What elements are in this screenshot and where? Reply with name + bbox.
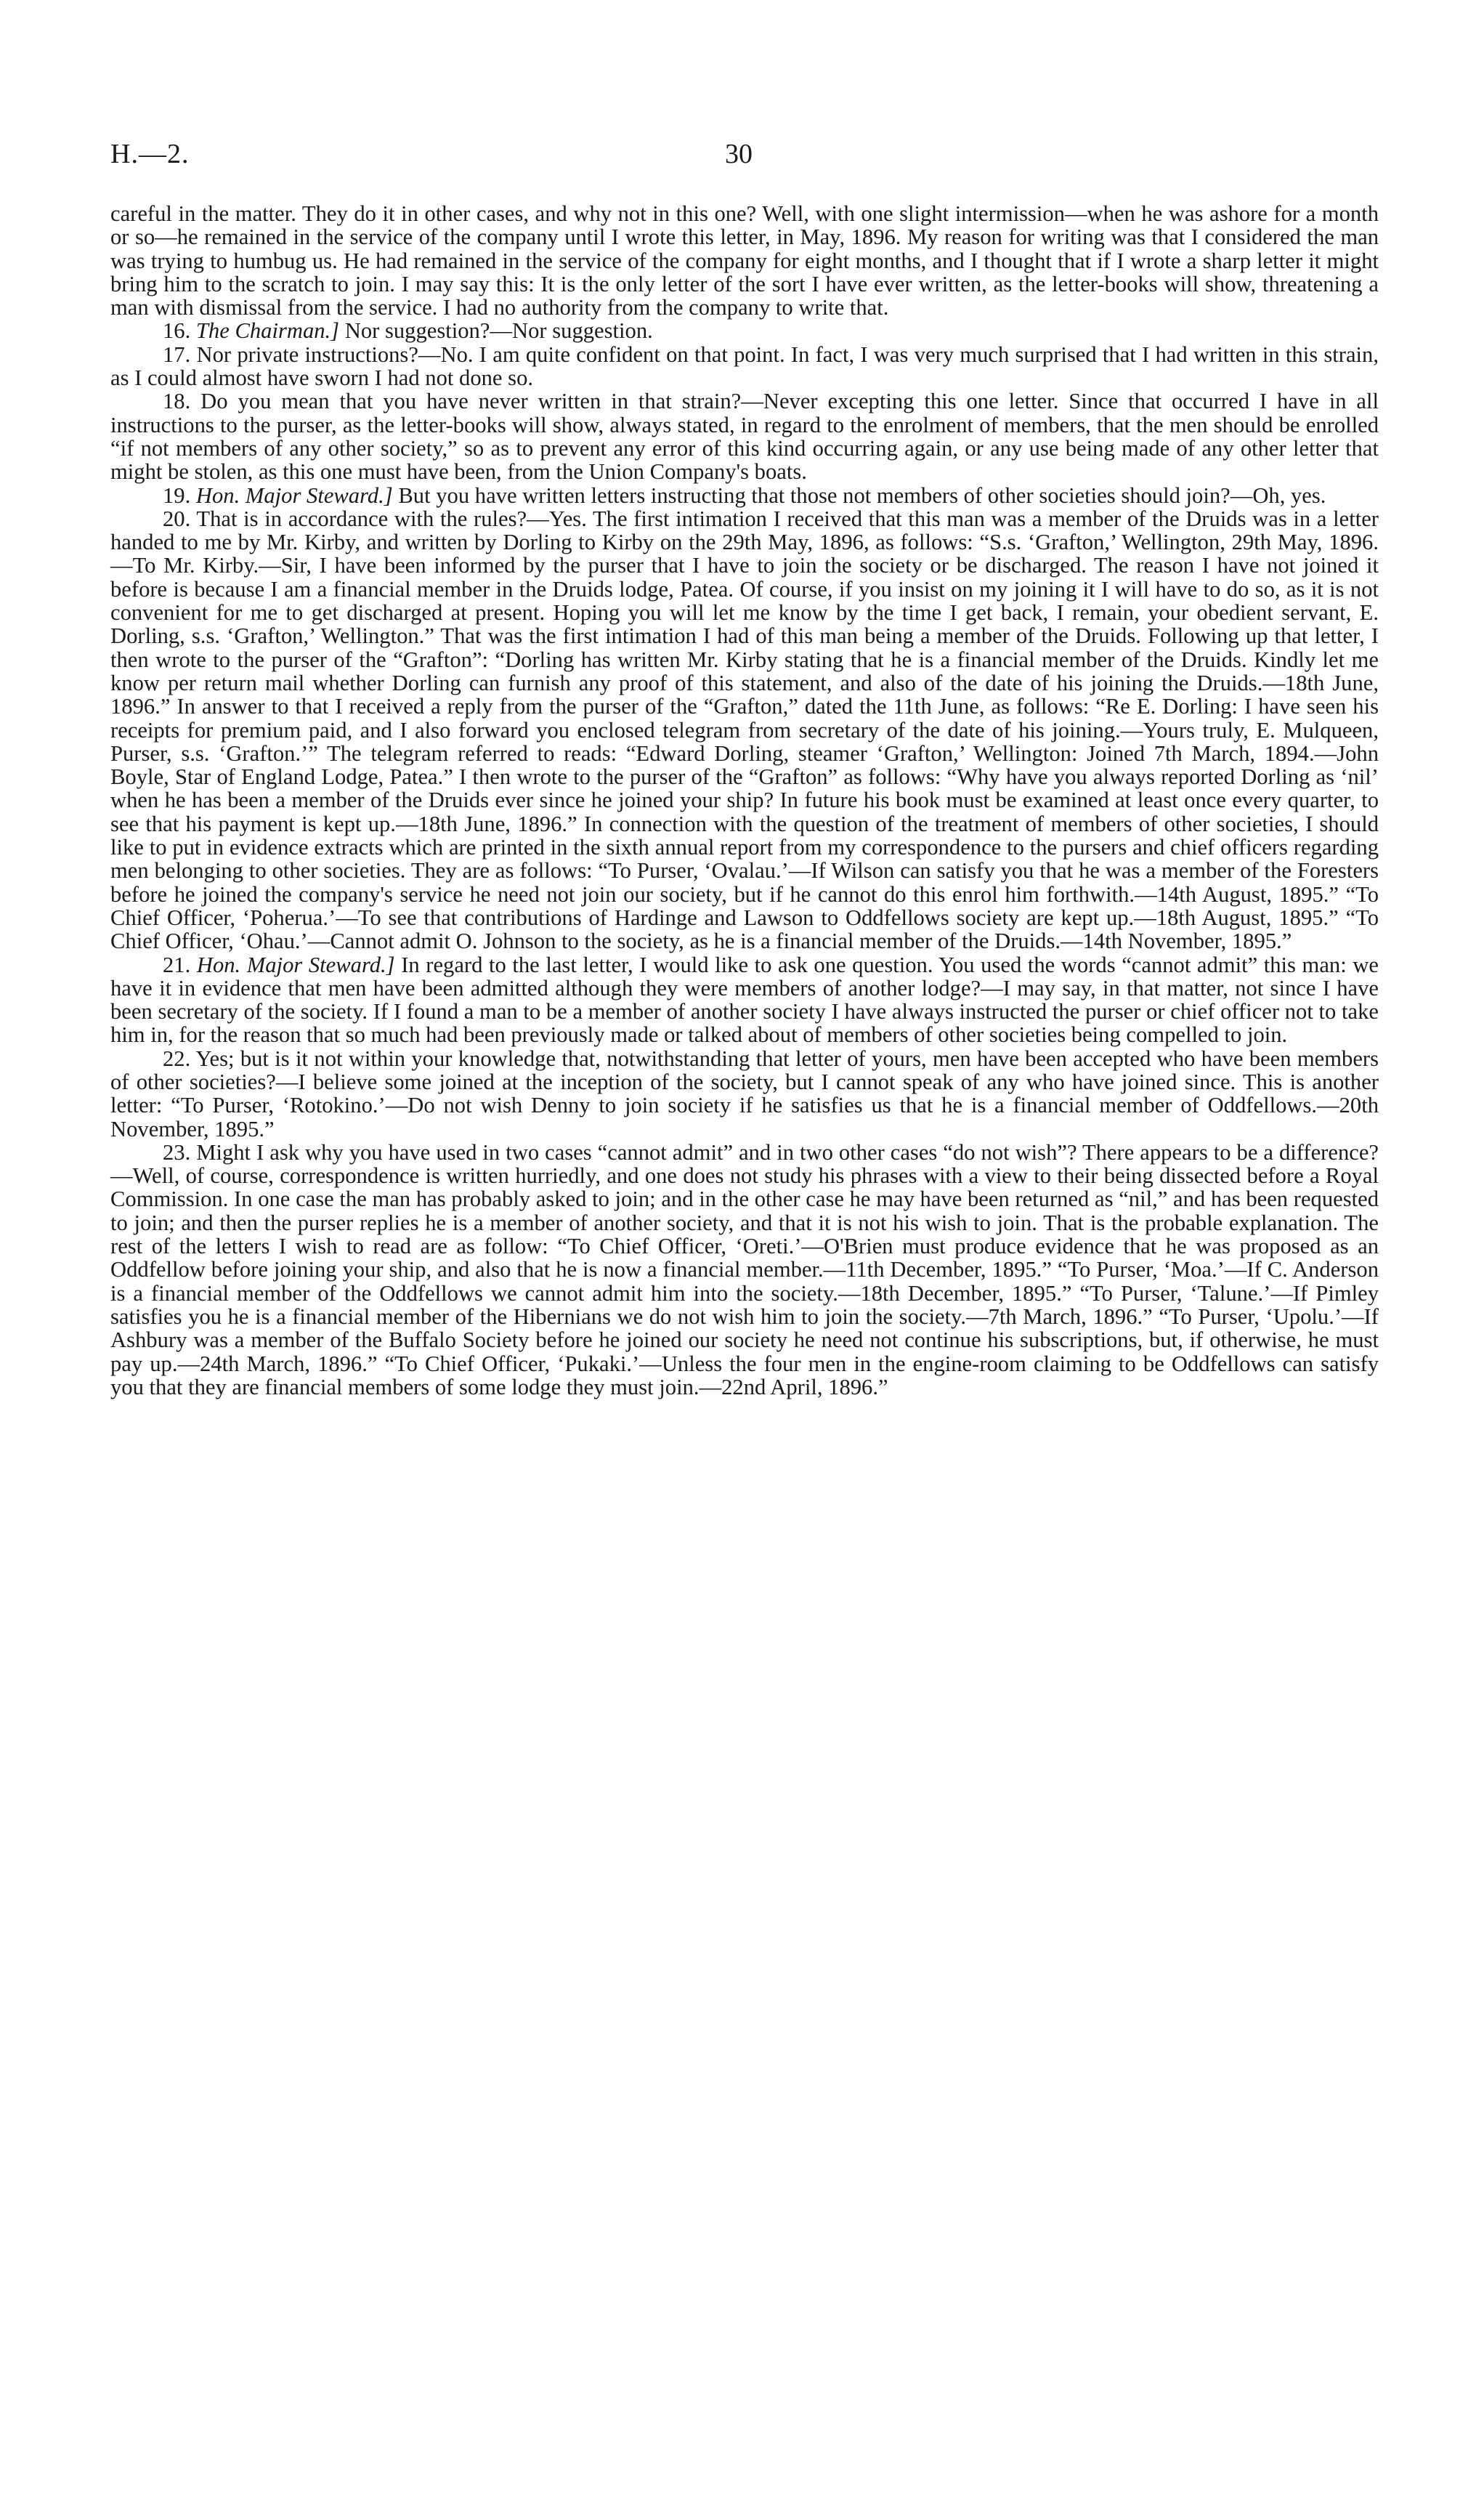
question-number: 18. [163, 389, 191, 414]
paragraph-23 [110, 1141, 1379, 1399]
paragraph-text: Do you mean that you have never written in that strain?—Never excepting this one letter. Since that occurred I have in all instructions to the purser, as the letter-books will show, always stated, in regard to the enrolment of members, that the men should be enrolled “if not members of any other society,” so as to prevent any error of this kind occurring again, or any use being made of any other letter that might be stolen, as this one must have been, from the Union Company's boats. [110, 389, 1379, 485]
page-number: 30 [725, 139, 753, 169]
paragraph-continuation [110, 202, 1379, 319]
question-number: 17. [163, 341, 191, 367]
paragraph-20 [110, 507, 1379, 953]
paragraph-19 [110, 484, 1379, 507]
paragraph-text: But you have written letters instructing that those not members of other societies should join?—Oh, yes. [398, 482, 1326, 508]
paragraph-text: Nor private instructions?—No. I am quite confident on that point. In fact, I was very much surprised that I had written in this strain, as I could almost have sworn I had not done so. [110, 341, 1379, 391]
paragraph-text: Nor suggestion?—Nor suggestion. [344, 318, 653, 344]
speaker: Hon. Major Steward.] [195, 482, 393, 508]
paragraph-16 [110, 319, 1379, 342]
paragraph-21 [110, 953, 1379, 1047]
paragraph-17 [110, 343, 1379, 390]
question-number: 21. [163, 952, 191, 977]
paragraph-18 [110, 389, 1379, 483]
question-number: 22. [163, 1046, 191, 1071]
paragraph-text: That is in accordance with the rules?—Yes. The first intimation I received that this man was a member of the Druids was in a letter handed to me by Mr. Kirby, and written by Dorling to Kirby on the 29th May, 1896, as follows: “S.s. ‘Grafton,’ Wellington, 29th May, 1896.—To Mr. Kirby.—Sir, I have been informed by the purser that I have to join the society or be discharged. The reason I have not joined it before is because I am a financial member in the Druids lodge, Patea. Of course, if you insist on my joining it I will have to do so, as it is not convenient for me to get discharged at present. Hoping you will let me know by the time I get back, I remain, your obedient servant, E. Dorling, s.s. ‘Grafton,’ Wellington.” That was the first intimation I had of this man being a member of the Druids. Following up that letter, I then wrote to the purser of the “Grafton”: “Dorling has written Mr. Kirby stating that he is a financial member of the Druids. Kindly let me know per return mail whether Dorling can furnish any proof of this statement, and also of the date of his joining the Druids.—18th June, 1896.” In answer to that I received a reply from the purser of the “Grafton,” dated the 11th June, as follows: “Re E. Dorling: I have seen his receipts for premium paid, and I also forward you enclosed telegram from secretary of the date of his joining.—Yours truly, E. Mulqueen, Purser, s.s. ‘Grafton.’” The telegram referred to reads: “Edward Dorling, steamer ‘Grafton,’ Wellington: Joined 7th March, 1894.—John Boyle, Star of England Lodge, Patea.” I then wrote to the purser of the “Grafton” as follows: “Why have you always reported Dorling as ‘nil’ when he has been a member of the Druids ever since he joined your ship? In future his book must be examined at least once every quarter, to see that his payment is kept up.—18th June, 1896.” In connection with the question of the treatment of members of other societies, I should like to put in evidence extracts which are printed in the sixth annual report from my correspondence to the pursers and chief officers regarding men belonging to other societies. They are as follows: “To Purser, ‘Ovalau.’—If Wilson can satisfy you that he was a member of the Foresters before he joined the company's service he need not join our society, but if he cannot do this enrol him forthwith.—14th August, 1895.” “To Chief Officer, ‘Poherua.’—To see that contributions of Hardinge and Lawson to Oddfellows society are kept up.—18th August, 1895.” “To Chief Officer, ‘Ohau.’—Cannot admit O. Johnson to the society, as he is a financial member of the Druids.—14th November, 1895.” [110, 506, 1379, 954]
paragraph-text: In regard to the last letter, I would like to ask one question. You used the words “cannot admit” this man: we have it in evidence that men have been admitted although they were members of another lodge?—I may say, in that matter, not since I have been secretary of the society. If I found a man to be a member of another society I have always instructed the purser or chief officer not to take him in, for the reason that so much had been previously made or talked about of members of other societies being compelled to join. [110, 952, 1379, 1048]
question-number: 20. [163, 506, 191, 531]
body-text [110, 202, 1379, 1399]
document-id: H.—2. [110, 139, 190, 169]
question-number: 19. [163, 482, 191, 508]
speaker: Hon. Major Steward.] [196, 952, 395, 977]
page-header [110, 138, 1379, 182]
paragraph-22 [110, 1047, 1379, 1141]
paragraph-text: careful in the matter. They do it in other cases, and why not in this one? Well, with one slight intermission—when he was ashore for a month or so—he remained in the service of the company until I wrote this letter, in May, 1896. My reason for writing was that I considered the man was trying to humbug us. He had remained in the service of the company for eight months, and I thought that if I wrote a sharp letter it might bring him to the scratch to join. I may say this: It is the only letter of the sort I have ever written, as the letter-books will show, threatening a man with dismissal from the service. I had no authority from the company to write that. [110, 201, 1379, 320]
question-number: 16. [163, 318, 191, 344]
speaker: The Chairman.] [195, 318, 340, 344]
paragraph-text: Yes; but is it not within your knowledge that, notwithstanding that letter of yours, men have been accepted who have been members of other societies?—I believe some joined at the inception of the society, but I cannot speak of any who have joined since. This is another letter: “To Purser, ‘Rotokino.’—Do not wish Denny to join society if he satisfies us that he is a financial member of Oddfellows.—20th November, 1895.” [110, 1046, 1379, 1141]
document-page [110, 138, 1379, 1399]
paragraph-text: Might I ask why you have used in two cases “cannot admit” and in two other cases “do not wish”? There appears to be a difference?—Well, of course, correspondence is written hurriedly, and one does not study his phrases with a view to their being dissected before a Royal Commission. In one case the man has probably asked to join; and in the other case he may have been returned as “nil,” and has been requested to join; and then the purser replies he is a member of another society, and that it is not his wish to join. That is the probable explanation. The rest of the letters I wish to read are as follow: “To Chief Officer, ‘Oreti.’—O'Brien must produce evidence that he was proposed as an Oddfellow before joining your ship, and also that he is now a financial member.—11th December, 1895.” “To Purser, ‘Moa.’—If C. Anderson is a financial member of the Oddfellows we cannot admit him into the society.—18th December, 1895.” “To Purser, ‘Talune.’—If Pimley satisfies you he is a financial member of the Hibernians we do not wish him to join the society.—7th March, 1896.” “To Purser, ‘Upolu.’—If Ashbury was a member of the Buffalo Society before he joined our society he need not continue his subscriptions, but, if otherwise, he must pay up.—24th March, 1896.” “To Chief Officer, ‘Pukaki.’—Unless the four men in the engine-room claiming to be Oddfellows can satisfy you that they are financial members of some lodge they must join.—22nd April, 1896.” [110, 1139, 1379, 1399]
question-number: 23. [163, 1139, 191, 1165]
